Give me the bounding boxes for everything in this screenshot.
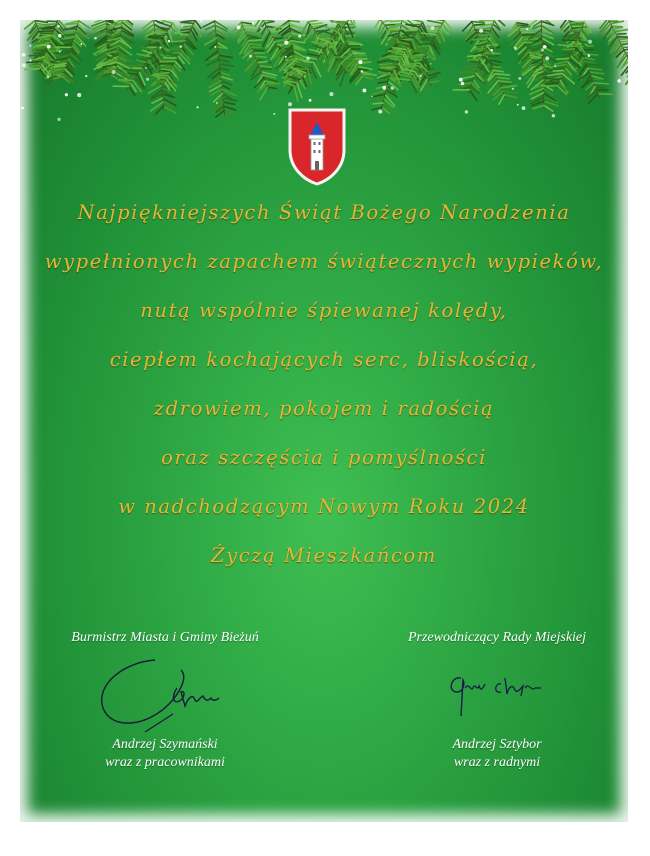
fir-needle bbox=[432, 20, 444, 21]
snow-speck bbox=[85, 75, 87, 77]
snow-speck bbox=[378, 110, 382, 114]
snow-speck bbox=[490, 49, 493, 52]
fir-needle bbox=[362, 77, 372, 79]
snow-speck bbox=[159, 47, 161, 49]
signatory-subtitle: wraz z pracownikami bbox=[105, 755, 225, 770]
snow-speck bbox=[512, 88, 514, 90]
greeting-line: Życzą Mieszkańcom bbox=[211, 544, 437, 567]
snow-speck bbox=[346, 28, 348, 30]
fir-needle bbox=[143, 20, 154, 29]
fir-needle bbox=[44, 24, 56, 25]
fir-needle bbox=[425, 83, 429, 92]
fir-needle bbox=[35, 21, 47, 23]
fir-needle bbox=[158, 27, 168, 29]
fir-needle bbox=[381, 67, 395, 68]
fir-needle bbox=[291, 33, 306, 35]
fir-needle bbox=[181, 22, 194, 23]
fir-needle bbox=[220, 68, 229, 70]
fir-needle bbox=[609, 21, 618, 22]
fir-needle bbox=[152, 98, 162, 103]
fir-needle bbox=[210, 64, 219, 68]
snow-speck bbox=[21, 107, 24, 110]
fir-needle bbox=[160, 61, 175, 62]
fir-needle bbox=[171, 41, 185, 42]
fir-needle bbox=[289, 21, 299, 22]
snow-speck bbox=[541, 48, 544, 51]
snow-speck bbox=[249, 55, 252, 58]
fir-needle bbox=[551, 64, 567, 66]
fir-needle bbox=[124, 69, 140, 72]
fir-needle bbox=[252, 50, 263, 51]
fir-needle bbox=[544, 105, 553, 111]
fir-needle bbox=[429, 81, 438, 83]
fir-needle bbox=[584, 57, 594, 59]
fir-needle bbox=[586, 64, 600, 65]
signatory-mayor bbox=[20, 628, 310, 772]
fir-needle bbox=[414, 49, 427, 50]
snow-speck bbox=[29, 45, 31, 47]
fir-needle bbox=[249, 40, 263, 41]
snow-speck bbox=[461, 82, 465, 86]
fir-needle bbox=[161, 69, 170, 70]
greeting-line: zdrowiem, pokojem i radością bbox=[153, 397, 495, 420]
snow-speck bbox=[81, 43, 83, 45]
fir-needle bbox=[619, 38, 628, 39]
fir-needle bbox=[107, 51, 118, 53]
signatory-title: Burmistrz Miasta i Gminy Bieżuń bbox=[71, 630, 259, 645]
snow-speck bbox=[145, 67, 147, 69]
fir-needle bbox=[387, 56, 401, 57]
fir-needle bbox=[370, 99, 384, 101]
fir-needle bbox=[517, 23, 528, 25]
greeting-line: Najpiękniejszych Świąt Bożego Narodzenia bbox=[77, 201, 571, 224]
snow-speck bbox=[552, 114, 555, 117]
signatory-subtitle: wraz z radnymi bbox=[453, 755, 541, 770]
signatory-council-chair bbox=[372, 628, 622, 772]
snow-speck bbox=[361, 70, 363, 72]
snow-speck bbox=[57, 25, 60, 28]
snow-speck bbox=[30, 59, 32, 61]
fir-needle bbox=[415, 55, 424, 56]
fir-needle bbox=[129, 65, 144, 66]
fir-needle bbox=[292, 41, 305, 43]
fir-needle bbox=[501, 86, 516, 88]
fir-needle bbox=[221, 85, 229, 89]
fir-needle bbox=[266, 84, 279, 85]
fir-needle bbox=[533, 105, 544, 108]
fir-needle bbox=[219, 59, 229, 61]
fir-needle bbox=[386, 90, 397, 97]
fir-needle bbox=[163, 106, 176, 113]
snow-speck bbox=[146, 78, 149, 81]
fir-needle bbox=[219, 64, 234, 67]
fir-needle bbox=[37, 50, 47, 51]
fir-needle bbox=[294, 86, 298, 101]
fir-needle bbox=[472, 22, 484, 23]
fir-needle bbox=[181, 29, 191, 30]
fir-needle bbox=[498, 81, 511, 83]
fir-needle bbox=[588, 68, 602, 69]
snow-speck bbox=[391, 86, 394, 89]
fir-needle bbox=[467, 59, 480, 61]
fir-needle bbox=[478, 34, 489, 35]
snow-speck bbox=[77, 93, 81, 97]
fir-needle bbox=[495, 74, 510, 75]
fir-needle bbox=[361, 74, 376, 75]
fir-needle bbox=[582, 54, 598, 55]
greeting-line: w nadchodzącym Nowym Roku 2024 bbox=[118, 495, 530, 518]
snow-speck bbox=[58, 34, 61, 37]
fir-needle bbox=[221, 76, 233, 79]
fir-needle bbox=[613, 27, 622, 29]
snow-speck bbox=[47, 76, 49, 78]
fir-needle bbox=[487, 56, 499, 57]
fir-needle bbox=[343, 33, 354, 34]
fir-needle bbox=[265, 21, 274, 23]
fir-needle bbox=[589, 72, 604, 74]
fir-needle bbox=[173, 38, 186, 39]
fir-needle bbox=[221, 81, 231, 85]
fir-needle bbox=[372, 107, 382, 109]
fir-needle bbox=[183, 26, 192, 27]
snow-speck bbox=[459, 78, 463, 82]
fir-needle bbox=[428, 21, 443, 24]
fir-needle bbox=[208, 68, 220, 78]
fir-needle bbox=[620, 41, 628, 42]
fir-needle bbox=[149, 35, 164, 36]
fir-needle bbox=[551, 68, 565, 70]
snow-speck bbox=[298, 35, 301, 38]
fir-needle bbox=[542, 34, 553, 39]
snow-speck bbox=[479, 29, 483, 33]
greeting-line: ciepłem kochających serc, bliskością, bbox=[109, 348, 539, 371]
fir-needle bbox=[214, 94, 223, 102]
snow-speck bbox=[543, 45, 547, 49]
snow-speck bbox=[200, 20, 202, 22]
snow-speck bbox=[59, 51, 61, 53]
fir-needle bbox=[504, 95, 517, 98]
snow-speck bbox=[517, 104, 519, 106]
greeting-text bbox=[20, 188, 628, 580]
snow-speck bbox=[371, 96, 373, 98]
fir-needle bbox=[331, 28, 341, 29]
fir-needle bbox=[499, 95, 505, 105]
snow-speck bbox=[465, 110, 468, 113]
fir-needle bbox=[353, 56, 366, 57]
snow-speck bbox=[284, 41, 288, 45]
fir-needle bbox=[183, 20, 195, 21]
fir-needle bbox=[65, 24, 78, 25]
snow-speck bbox=[94, 37, 97, 40]
snow-speck bbox=[554, 65, 556, 67]
signatory-name: Andrzej Sztybor bbox=[452, 737, 542, 752]
fir-needle bbox=[268, 87, 277, 88]
snow-speck bbox=[522, 106, 526, 110]
fir-needle bbox=[220, 72, 229, 75]
fir-needle bbox=[563, 37, 578, 38]
snow-speck bbox=[260, 27, 262, 29]
fir-needle bbox=[53, 77, 62, 79]
fir-needle bbox=[468, 55, 482, 56]
fir-needle bbox=[303, 61, 313, 62]
snow-speck bbox=[47, 45, 51, 49]
fir-needle bbox=[423, 38, 435, 39]
fir-needle bbox=[616, 34, 626, 35]
snow-speck bbox=[168, 40, 170, 42]
fir-needle bbox=[387, 60, 398, 62]
fir-needle bbox=[401, 25, 409, 30]
fir-needle bbox=[500, 84, 511, 85]
fir-needle bbox=[241, 22, 251, 24]
fir-needle bbox=[56, 45, 72, 47]
fir-needle bbox=[382, 65, 396, 66]
snow-speck bbox=[22, 64, 25, 67]
snow-speck bbox=[180, 46, 182, 48]
fir-needle bbox=[206, 25, 215, 29]
fir-needle bbox=[121, 81, 131, 83]
snow-speck bbox=[285, 56, 287, 58]
fir-needle bbox=[595, 87, 605, 89]
fir-needle bbox=[390, 20, 402, 21]
snow-speck bbox=[617, 79, 620, 82]
fir-needle bbox=[462, 69, 476, 72]
fir-needle bbox=[420, 40, 432, 41]
fir-needle bbox=[244, 28, 256, 29]
signatory-name: Andrzej Szymański bbox=[112, 737, 218, 752]
fir-needle bbox=[518, 27, 529, 28]
fir-needle bbox=[390, 59, 399, 60]
fir-needle bbox=[304, 57, 316, 59]
fir-needle bbox=[159, 63, 173, 64]
fir-needle bbox=[345, 38, 359, 39]
snow-speck bbox=[588, 54, 591, 57]
fir-needle bbox=[62, 34, 75, 36]
snow-speck bbox=[545, 56, 549, 60]
fir-needle bbox=[53, 74, 63, 75]
fir-needle bbox=[373, 90, 386, 94]
snow-speck bbox=[309, 99, 312, 102]
snow-speck bbox=[514, 47, 517, 50]
fir-needle bbox=[128, 73, 137, 74]
fir-needle bbox=[594, 83, 609, 84]
fir-needle bbox=[378, 81, 388, 83]
snow-speck bbox=[214, 46, 216, 48]
fir-needle bbox=[427, 30, 437, 31]
greeting-line: nutą wspólnie śpiewanej kolędy, bbox=[140, 299, 508, 322]
snow-speck bbox=[526, 28, 528, 30]
fir-needle bbox=[223, 102, 234, 104]
snow-speck bbox=[273, 113, 275, 115]
fir-needle bbox=[419, 46, 430, 47]
fir-needle bbox=[519, 29, 530, 30]
snow-speck bbox=[358, 60, 362, 64]
fir-needle bbox=[497, 77, 510, 78]
fir-needle bbox=[470, 62, 479, 63]
fir-needle bbox=[476, 45, 485, 46]
fir-needle bbox=[308, 20, 318, 22]
fir-needle bbox=[37, 45, 48, 46]
fir-needle bbox=[250, 44, 262, 45]
fir-needle bbox=[390, 29, 400, 30]
fir-needle bbox=[493, 70, 503, 71]
fir-needle bbox=[359, 69, 368, 70]
snow-speck bbox=[237, 26, 241, 30]
fir-needle bbox=[307, 54, 319, 56]
greeting-card bbox=[20, 20, 628, 822]
fir-needle bbox=[545, 83, 558, 85]
snow-speck bbox=[419, 75, 421, 77]
fir-needle bbox=[395, 78, 410, 80]
fir-needle bbox=[29, 65, 40, 66]
fir-needle bbox=[615, 30, 628, 32]
snow-speck bbox=[182, 25, 184, 27]
fir-needle bbox=[467, 66, 478, 67]
snow-speck bbox=[362, 89, 366, 93]
snow-speck bbox=[216, 102, 218, 104]
fir-needle bbox=[427, 76, 436, 80]
fir-needle bbox=[27, 62, 42, 63]
fir-needle bbox=[162, 21, 172, 24]
fir-needle bbox=[251, 47, 261, 48]
greeting-line: wypełnionych zapachem świątecznych wypieków, bbox=[44, 250, 604, 273]
mayor-signature-icon bbox=[85, 648, 245, 736]
snow-speck bbox=[431, 26, 435, 30]
fir-needle bbox=[61, 39, 73, 40]
greeting-line: oraz szczęścia i pomyślności bbox=[161, 446, 487, 469]
coat-of-arms-icon bbox=[286, 106, 348, 186]
chair-signature-icon bbox=[417, 648, 577, 736]
fir-needle bbox=[469, 90, 477, 101]
fir-needle bbox=[488, 81, 498, 93]
signatory-title: Przewodniczący Rady Miejskiej bbox=[407, 630, 587, 645]
snow-speck bbox=[306, 57, 310, 61]
snow-speck bbox=[112, 70, 116, 74]
snow-speck bbox=[57, 118, 60, 121]
fir-needle bbox=[373, 103, 383, 104]
fir-needle bbox=[310, 23, 322, 24]
fir-needle bbox=[557, 58, 569, 59]
snow-speck bbox=[22, 53, 25, 56]
fir-needle bbox=[349, 46, 359, 47]
fir-needle bbox=[224, 111, 236, 116]
fir-needle bbox=[535, 76, 543, 80]
snow-speck bbox=[196, 106, 198, 108]
fir-needle bbox=[158, 66, 172, 67]
fir-needle bbox=[259, 66, 272, 68]
fir-needle bbox=[255, 56, 267, 57]
fir-needle bbox=[297, 83, 302, 98]
snow-speck bbox=[252, 22, 254, 24]
fir-needle bbox=[263, 20, 272, 21]
fir-needle bbox=[247, 38, 262, 39]
snow-speck bbox=[329, 92, 333, 96]
fir-needle bbox=[571, 22, 584, 23]
snow-speck bbox=[588, 40, 592, 44]
fir-needle bbox=[257, 61, 267, 62]
snow-speck bbox=[382, 86, 386, 90]
fir-needle bbox=[561, 55, 570, 57]
snow-speck bbox=[65, 93, 68, 96]
fir-needle bbox=[503, 91, 518, 93]
fir-needle bbox=[224, 106, 236, 110]
fir-needle bbox=[411, 20, 422, 22]
fir-needle bbox=[375, 20, 380, 27]
fir-needle bbox=[25, 69, 40, 70]
snow-speck bbox=[518, 77, 521, 80]
